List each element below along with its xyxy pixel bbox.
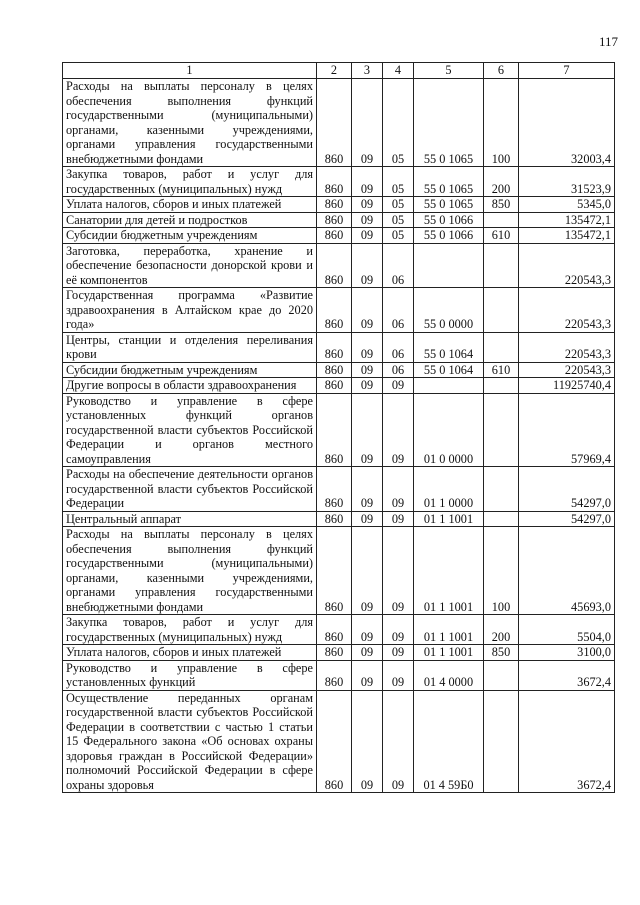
- row-subsection-code: 06: [383, 288, 414, 333]
- row-section-code: 09: [352, 467, 383, 512]
- header-col-4: 4: [383, 63, 414, 79]
- page-number: 117: [598, 34, 618, 49]
- header-col-3: 3: [352, 63, 383, 79]
- row-section-code: 09: [352, 228, 383, 244]
- header-col-6: 6: [484, 63, 519, 79]
- table-row: [63, 197, 615, 213]
- row-target-code: 55 0 1065: [414, 79, 484, 167]
- row-amount: 135472,1: [519, 228, 615, 244]
- row-amount: 57969,4: [519, 393, 615, 467]
- row-amount: 3672,4: [519, 660, 615, 690]
- row-name: Расходы на выплаты персоналу в целях обеспечения выполнения функций государственными (муниципальными) органами, казенными учреждениями, органами управления государственными внебюджетными фондами: [63, 527, 317, 615]
- table-row: [63, 332, 615, 362]
- row-expense-type: [484, 690, 519, 793]
- row-amount: 5504,0: [519, 615, 615, 645]
- row-subsection-code: 09: [383, 378, 414, 394]
- row-name: Другие вопросы в области здравоохранения: [63, 378, 317, 394]
- table-row: [63, 660, 615, 690]
- row-section-code: 09: [352, 243, 383, 288]
- table-row: [63, 645, 615, 661]
- row-ministry-code: 860: [317, 393, 352, 467]
- row-target-code: 01 1 1001: [414, 511, 484, 527]
- table-row: [63, 378, 615, 394]
- row-subsection-code: 06: [383, 243, 414, 288]
- row-amount: 135472,1: [519, 212, 615, 228]
- table-row: [63, 362, 615, 378]
- row-ministry-code: 860: [317, 288, 352, 333]
- table-row: [63, 393, 615, 467]
- row-target-code: 01 4 59Б0: [414, 690, 484, 793]
- row-amount: 45693,0: [519, 527, 615, 615]
- budget-table: [62, 62, 615, 793]
- row-expense-type: [484, 243, 519, 288]
- row-subsection-code: 05: [383, 228, 414, 244]
- row-subsection-code: 06: [383, 332, 414, 362]
- row-target-code: 01 1 1001: [414, 645, 484, 661]
- row-expense-type: 200: [484, 615, 519, 645]
- row-section-code: 09: [352, 378, 383, 394]
- row-name: Закупка товаров, работ и услуг для государственных (муниципальных) нужд: [63, 615, 317, 645]
- table-row: [63, 527, 615, 615]
- row-target-code: 55 0 1066: [414, 228, 484, 244]
- table-row: [63, 288, 615, 333]
- row-name: Государственная программа «Развитие здравоохранения в Алтайском крае до 2020 года»: [63, 288, 317, 333]
- row-ministry-code: 860: [317, 645, 352, 661]
- row-amount: 11925740,4: [519, 378, 615, 394]
- row-name: Руководство и управление в сфере установленных функций: [63, 660, 317, 690]
- row-subsection-code: 05: [383, 197, 414, 213]
- table-row: [63, 228, 615, 244]
- row-ministry-code: 860: [317, 527, 352, 615]
- row-expense-type: 850: [484, 197, 519, 213]
- table-row: [63, 511, 615, 527]
- row-subsection-code: 09: [383, 511, 414, 527]
- row-expense-type: [484, 288, 519, 333]
- row-target-code: 01 1 1001: [414, 527, 484, 615]
- row-ministry-code: 860: [317, 511, 352, 527]
- row-expense-type: 100: [484, 79, 519, 167]
- header-col-5: 5: [414, 63, 484, 79]
- table-row: [63, 243, 615, 288]
- header-col-7: 7: [519, 63, 615, 79]
- row-section-code: 09: [352, 393, 383, 467]
- row-section-code: 09: [352, 167, 383, 197]
- row-name: Центры, станции и отделения переливания крови: [63, 332, 317, 362]
- row-expense-type: 610: [484, 362, 519, 378]
- row-name: Уплата налогов, сборов и иных платежей: [63, 645, 317, 661]
- row-target-code: [414, 378, 484, 394]
- row-target-code: 01 1 1001: [414, 615, 484, 645]
- row-amount: 220543,3: [519, 243, 615, 288]
- row-target-code: 55 0 1066: [414, 212, 484, 228]
- row-subsection-code: 09: [383, 615, 414, 645]
- row-name: Осуществление переданных органам государственной власти субъектов Российской Федерации в соответствии с частью 1 статьи 15 Федерального закона «Об основах охраны здоровья граждан в Российской Федерации» полномочий Российской Федерации в сфере охраны здоровья: [63, 690, 317, 793]
- row-name: Расходы на обеспечение деятельности органов государственной власти субъектов Российской Федерации: [63, 467, 317, 512]
- row-subsection-code: 09: [383, 527, 414, 615]
- row-subsection-code: 09: [383, 660, 414, 690]
- row-target-code: 01 0 0000: [414, 393, 484, 467]
- row-section-code: 09: [352, 197, 383, 213]
- row-section-code: 09: [352, 212, 383, 228]
- row-amount: 54297,0: [519, 467, 615, 512]
- row-amount: 54297,0: [519, 511, 615, 527]
- row-subsection-code: 05: [383, 167, 414, 197]
- table-row: [63, 79, 615, 167]
- row-name: Расходы на выплаты персоналу в целях обеспечения выполнения функций государственными (муниципальными) органами, казенными учреждениями, органами управления государственными внебюджетными фондами: [63, 79, 317, 167]
- row-target-code: 55 0 1065: [414, 197, 484, 213]
- row-name: Субсидии бюджетным учреждениям: [63, 362, 317, 378]
- row-section-code: 09: [352, 645, 383, 661]
- table-row: [63, 615, 615, 645]
- row-name: Центральный аппарат: [63, 511, 317, 527]
- row-expense-type: [484, 332, 519, 362]
- row-section-code: 09: [352, 288, 383, 333]
- table-header: [63, 63, 615, 79]
- row-expense-type: [484, 393, 519, 467]
- row-name: Закупка товаров, работ и услуг для государственных (муниципальных) нужд: [63, 167, 317, 197]
- row-expense-type: [484, 660, 519, 690]
- header-row: [63, 63, 615, 79]
- row-ministry-code: 860: [317, 332, 352, 362]
- row-ministry-code: 860: [317, 378, 352, 394]
- table-row: [63, 467, 615, 512]
- row-expense-type: 610: [484, 228, 519, 244]
- row-subsection-code: 09: [383, 467, 414, 512]
- row-ministry-code: 860: [317, 212, 352, 228]
- row-section-code: 09: [352, 527, 383, 615]
- row-amount: 31523,9: [519, 167, 615, 197]
- row-target-code: 01 4 0000: [414, 660, 484, 690]
- row-target-code: 55 0 1064: [414, 332, 484, 362]
- row-amount: 32003,4: [519, 79, 615, 167]
- header-col-1: 1: [63, 63, 317, 79]
- row-target-code: [414, 243, 484, 288]
- row-target-code: 55 0 0000: [414, 288, 484, 333]
- row-ministry-code: 860: [317, 467, 352, 512]
- row-expense-type: [484, 212, 519, 228]
- row-section-code: 09: [352, 79, 383, 167]
- row-expense-type: [484, 378, 519, 394]
- row-name: Заготовка, переработка, хранение и обеспечение безопасности донорской крови и её компонентов: [63, 243, 317, 288]
- header-col-2: 2: [317, 63, 352, 79]
- row-section-code: 09: [352, 615, 383, 645]
- row-expense-type: [484, 511, 519, 527]
- row-section-code: 09: [352, 362, 383, 378]
- row-amount: 3672,4: [519, 690, 615, 793]
- row-name: Руководство и управление в сфере установленных функций органов государственной власти субъектов Российской Федерации и органов местного самоуправления: [63, 393, 317, 467]
- row-ministry-code: 860: [317, 362, 352, 378]
- table-row: [63, 690, 615, 793]
- row-subsection-code: 06: [383, 362, 414, 378]
- row-subsection-code: 09: [383, 393, 414, 467]
- row-ministry-code: 860: [317, 197, 352, 213]
- row-section-code: 09: [352, 332, 383, 362]
- table-row: [63, 167, 615, 197]
- row-amount: 220543,3: [519, 362, 615, 378]
- row-amount: 220543,3: [519, 332, 615, 362]
- row-amount: 3100,0: [519, 645, 615, 661]
- row-name: Санатории для детей и подростков: [63, 212, 317, 228]
- row-ministry-code: 860: [317, 228, 352, 244]
- row-subsection-code: 05: [383, 212, 414, 228]
- row-ministry-code: 860: [317, 615, 352, 645]
- row-name: Субсидии бюджетным учреждениям: [63, 228, 317, 244]
- row-amount: 220543,3: [519, 288, 615, 333]
- row-target-code: 01 1 0000: [414, 467, 484, 512]
- row-expense-type: [484, 467, 519, 512]
- row-section-code: 09: [352, 660, 383, 690]
- row-ministry-code: 860: [317, 167, 352, 197]
- row-target-code: 55 0 1065: [414, 167, 484, 197]
- row-name: Уплата налогов, сборов и иных платежей: [63, 197, 317, 213]
- row-expense-type: 100: [484, 527, 519, 615]
- row-section-code: 09: [352, 511, 383, 527]
- row-amount: 5345,0: [519, 197, 615, 213]
- row-ministry-code: 860: [317, 79, 352, 167]
- row-section-code: 09: [352, 690, 383, 793]
- row-subsection-code: 05: [383, 79, 414, 167]
- row-expense-type: 850: [484, 645, 519, 661]
- table-body: [63, 79, 615, 793]
- row-subsection-code: 09: [383, 690, 414, 793]
- row-ministry-code: 860: [317, 660, 352, 690]
- row-subsection-code: 09: [383, 645, 414, 661]
- row-ministry-code: 860: [317, 243, 352, 288]
- table-row: [63, 212, 615, 228]
- row-expense-type: 200: [484, 167, 519, 197]
- row-ministry-code: 860: [317, 690, 352, 793]
- row-target-code: 55 0 1064: [414, 362, 484, 378]
